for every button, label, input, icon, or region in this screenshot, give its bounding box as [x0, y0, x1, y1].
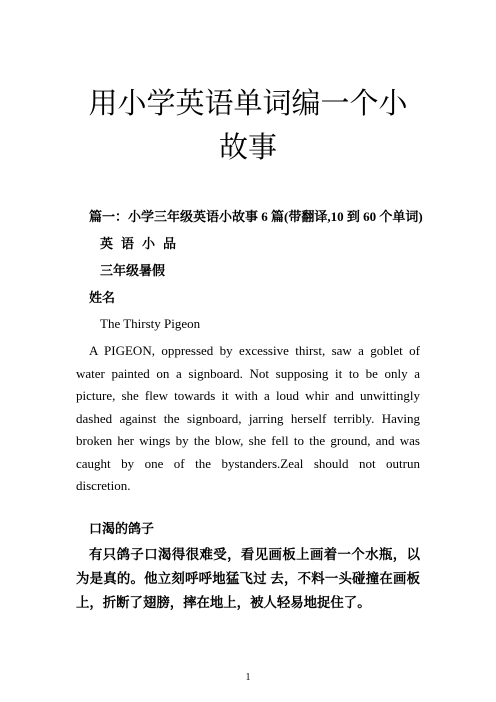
- section-header: 篇一：小学三年级英语小故事 6 篇(带翻译,10 到 60 个单词): [89, 209, 423, 224]
- name-label: 姓名: [89, 290, 116, 305]
- grade-line: 三年级暑假: [100, 263, 166, 278]
- story-title-en: The Thirsty Pigeon: [100, 316, 201, 331]
- story-title-cn: 口渴的鸽子: [89, 521, 155, 536]
- page-number: 1: [245, 672, 251, 683]
- story-body-en: [76, 340, 420, 498]
- story-body-en-text: A PIGEON, oppressed by excessive thirst, saw a goblet of water painted on a signboard. Not supposing it to be only a picture, she flew towards it with a loud whir and unwittingly dashed against the signboard, jarring herself terribly. Having broken her wings by the blow, she fell to the ground, and was caught by one of the bystanders.Zeal should not outrun discretion.: [76, 343, 420, 493]
- document-title-line2: 故事: [218, 132, 277, 164]
- document-title-line1: 用小学英语单词编一个小: [88, 88, 408, 120]
- subtitle: 英语小品: [100, 236, 185, 251]
- story-body-cn: [76, 543, 420, 615]
- story-body-cn-text: 有只鸽子口渴得很难受，看见画板上画着一个水瓶，以为是真的。他立刻呼呼地猛飞过 去，不料一头碰撞在画板上，折断了翅膀，摔在地上，被人轻易地捉住了。: [76, 547, 420, 610]
